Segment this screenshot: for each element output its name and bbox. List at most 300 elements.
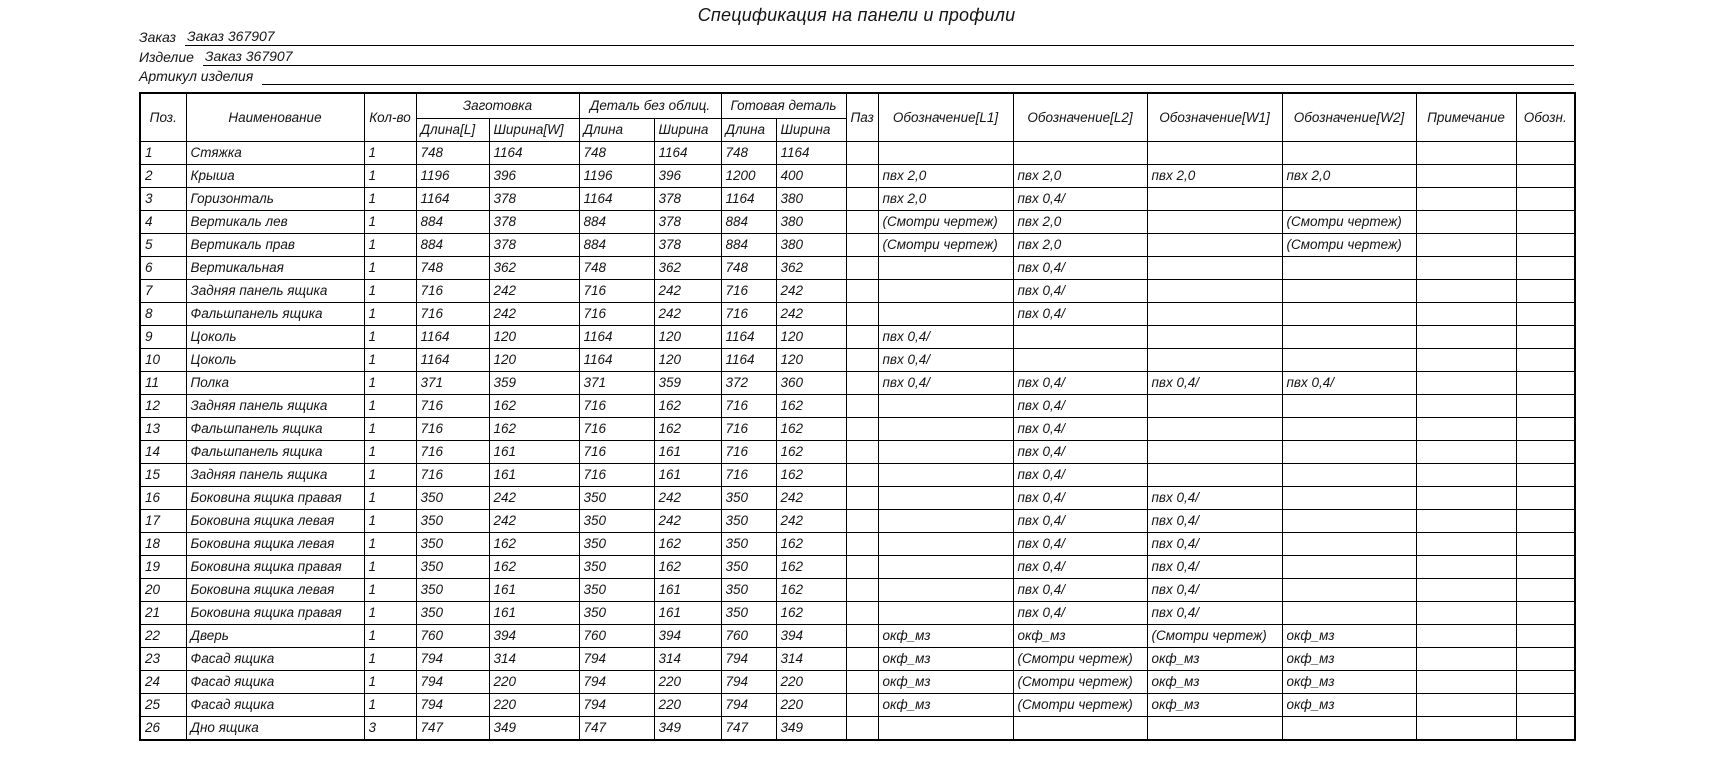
table-cell: 884: [721, 210, 776, 233]
table-cell: пвх 0,4/: [1013, 440, 1147, 463]
col-header-name: Наименование: [186, 93, 364, 141]
table-cell: [1516, 394, 1575, 417]
table-cell: 1: [364, 509, 416, 532]
table-cell: 162: [776, 417, 846, 440]
table-cell: 1164: [416, 187, 489, 210]
table-cell: [846, 394, 878, 417]
table-cell: 884: [579, 210, 654, 233]
table-cell: 1: [364, 394, 416, 417]
table-cell: [1416, 624, 1516, 647]
table-cell: [1282, 716, 1416, 740]
table-cell: окф_мз: [1147, 693, 1282, 716]
table-cell: пвх 0,4/: [1013, 279, 1147, 302]
table-cell: 748: [416, 256, 489, 279]
table-cell: [1516, 486, 1575, 509]
table-cell: [878, 601, 1013, 624]
table-cell: [1516, 233, 1575, 256]
table-cell: 716: [416, 417, 489, 440]
table-cell: пвх 0,4/: [1147, 509, 1282, 532]
table-cell: 378: [489, 233, 579, 256]
table-cell: [878, 555, 1013, 578]
col-header-blank-length: Длина[L]: [416, 118, 489, 141]
table-cell: [846, 417, 878, 440]
table-cell: 378: [654, 233, 721, 256]
table-cell: [1282, 325, 1416, 348]
table-cell: 794: [579, 647, 654, 670]
table-cell: 242: [776, 279, 846, 302]
table-cell: пвх 2,0: [1013, 164, 1147, 187]
col-header-note: Примечание: [1416, 93, 1516, 141]
table-cell: пвх 0,4/: [1013, 486, 1147, 509]
table-cell: 161: [489, 578, 579, 601]
table-cell: [878, 463, 1013, 486]
table-cell: 1: [364, 164, 416, 187]
table-cell: [1416, 371, 1516, 394]
table-cell: пвх 0,4/: [1013, 578, 1147, 601]
table-cell: Цоколь: [186, 325, 364, 348]
table-cell: 1: [364, 532, 416, 555]
table-cell: 220: [489, 693, 579, 716]
table-cell: 161: [489, 440, 579, 463]
table-cell: 1: [364, 233, 416, 256]
table-cell: 350: [416, 509, 489, 532]
table-cell: [1282, 486, 1416, 509]
table-cell: 7: [140, 279, 186, 302]
table-row: [140, 716, 1575, 740]
table-cell: 2: [140, 164, 186, 187]
table-cell: пвх 0,4/: [1147, 532, 1282, 555]
table-cell: (Смотри чертеж): [1147, 624, 1282, 647]
table-cell: [1147, 394, 1282, 417]
table-cell: 350: [721, 486, 776, 509]
table-cell: Боковина ящика левая: [186, 532, 364, 555]
table-cell: 242: [489, 509, 579, 532]
table-cell: 220: [776, 670, 846, 693]
table-cell: 378: [654, 187, 721, 210]
table-cell: Боковина ящика левая: [186, 578, 364, 601]
table-cell: [1282, 440, 1416, 463]
table-cell: [1416, 210, 1516, 233]
table-cell: 1: [364, 555, 416, 578]
table-cell: 716: [416, 463, 489, 486]
table-cell: окф_мз: [1282, 693, 1416, 716]
order-meta-block: [139, 27, 1574, 85]
table-cell: Фасад ящика: [186, 670, 364, 693]
table-cell: (Смотри чертеж): [1013, 647, 1147, 670]
col-header-designation-l1: Обозначение[L1]: [878, 93, 1013, 141]
table-cell: 220: [489, 670, 579, 693]
table-row: [140, 463, 1575, 486]
col-header-designation-l2: Обозначение[L2]: [1013, 93, 1147, 141]
table-cell: 1: [364, 348, 416, 371]
table-cell: 1: [364, 210, 416, 233]
table-cell: 1: [364, 302, 416, 325]
table-cell: 162: [776, 532, 846, 555]
table-row: [140, 279, 1575, 302]
product-label: Изделие: [139, 48, 194, 65]
table-cell: 359: [489, 371, 579, 394]
table-cell: 350: [721, 532, 776, 555]
table-cell: Задняя панель ящика: [186, 279, 364, 302]
table-cell: пвх 0,4/: [1147, 601, 1282, 624]
table-cell: 794: [416, 670, 489, 693]
table-cell: [1516, 440, 1575, 463]
table-cell: 1164: [721, 348, 776, 371]
table-cell: 220: [654, 693, 721, 716]
table-cell: 884: [416, 210, 489, 233]
table-row: [140, 394, 1575, 417]
table-cell: 349: [654, 716, 721, 740]
table-cell: пвх 0,4/: [878, 371, 1013, 394]
table-cell: 1164: [776, 141, 846, 164]
table-cell: 242: [776, 509, 846, 532]
col-header-designation-w2: Обозначение[W2]: [1282, 93, 1416, 141]
table-cell: 242: [654, 486, 721, 509]
table-cell: [878, 532, 1013, 555]
table-cell: 162: [776, 440, 846, 463]
table-cell: 162: [776, 578, 846, 601]
col-group-blank: Заготовка: [416, 93, 579, 118]
table-row: [140, 348, 1575, 371]
table-cell: 350: [416, 601, 489, 624]
table-cell: 350: [416, 555, 489, 578]
table-cell: Фальшпанель ящика: [186, 417, 364, 440]
table-cell: 21: [140, 601, 186, 624]
table-cell: 120: [654, 348, 721, 371]
table-cell: 161: [654, 601, 721, 624]
table-cell: [846, 256, 878, 279]
table-cell: [846, 509, 878, 532]
table-cell: 120: [489, 325, 579, 348]
table-cell: [1516, 371, 1575, 394]
table-cell: [846, 141, 878, 164]
table-row: [140, 532, 1575, 555]
col-group-finished: Готовая деталь: [721, 93, 846, 118]
table-cell: 362: [489, 256, 579, 279]
table-cell: 6: [140, 256, 186, 279]
table-cell: 794: [721, 693, 776, 716]
table-cell: 716: [579, 463, 654, 486]
table-cell: 350: [579, 601, 654, 624]
table-cell: 716: [721, 279, 776, 302]
table-cell: Полка: [186, 371, 364, 394]
table-row: [140, 187, 1575, 210]
table-cell: 161: [654, 463, 721, 486]
table-cell: [1516, 601, 1575, 624]
table-cell: Вертикаль прав: [186, 233, 364, 256]
table-cell: 16: [140, 486, 186, 509]
table-cell: [1516, 325, 1575, 348]
table-cell: пвх 0,4/: [1013, 532, 1147, 555]
table-cell: [1282, 302, 1416, 325]
table-cell: Цоколь: [186, 348, 364, 371]
table-cell: 394: [654, 624, 721, 647]
table-cell: Боковина ящика правая: [186, 601, 364, 624]
table-cell: (Смотри чертеж): [878, 210, 1013, 233]
col-header-groove: Паз: [846, 93, 878, 141]
table-cell: [1416, 164, 1516, 187]
table-cell: [1416, 532, 1516, 555]
table-cell: [846, 670, 878, 693]
table-cell: (Смотри чертеж): [1282, 210, 1416, 233]
table-cell: 161: [654, 578, 721, 601]
page-title: Спецификация на панели и профили: [697, 5, 1016, 25]
table-cell: окф_мз: [878, 647, 1013, 670]
table-cell: [1147, 279, 1282, 302]
table-cell: 1: [364, 371, 416, 394]
table-cell: пвх 0,4/: [878, 325, 1013, 348]
table-cell: Дно ящика: [186, 716, 364, 740]
table-cell: окф_мз: [1147, 647, 1282, 670]
table-cell: 242: [654, 302, 721, 325]
table-cell: окф_мз: [1282, 670, 1416, 693]
table-row: [140, 233, 1575, 256]
table-cell: [846, 440, 878, 463]
table-cell: 350: [416, 532, 489, 555]
table-cell: Дверь: [186, 624, 364, 647]
table-cell: [1147, 302, 1282, 325]
table-cell: 1164: [416, 348, 489, 371]
table-row: [140, 164, 1575, 187]
table-cell: [846, 624, 878, 647]
table-cell: 716: [579, 417, 654, 440]
table-cell: [1147, 716, 1282, 740]
table-cell: 350: [579, 555, 654, 578]
table-cell: 162: [776, 555, 846, 578]
table-cell: 242: [776, 486, 846, 509]
table-cell: 394: [489, 624, 579, 647]
table-cell: 350: [721, 601, 776, 624]
table-cell: 716: [416, 440, 489, 463]
table-cell: 349: [489, 716, 579, 740]
table-cell: [1516, 647, 1575, 670]
table-cell: [1416, 256, 1516, 279]
table-cell: (Смотри чертеж): [1282, 233, 1416, 256]
table-cell: [1516, 555, 1575, 578]
table-cell: 8: [140, 302, 186, 325]
table-cell: [1416, 647, 1516, 670]
table-cell: Вертикальная: [186, 256, 364, 279]
table-cell: 15: [140, 463, 186, 486]
table-cell: 760: [721, 624, 776, 647]
table-row: [140, 440, 1575, 463]
table-cell: [846, 693, 878, 716]
table-cell: 362: [654, 256, 721, 279]
table-cell: 161: [489, 463, 579, 486]
table-cell: 162: [489, 394, 579, 417]
table-cell: 161: [489, 601, 579, 624]
table-row: [140, 210, 1575, 233]
table-cell: пвх 0,4/: [1282, 371, 1416, 394]
table-cell: 162: [654, 555, 721, 578]
table-cell: [1013, 325, 1147, 348]
table-cell: 371: [579, 371, 654, 394]
spec-table: [139, 92, 1576, 741]
table-cell: пвх 2,0: [1013, 210, 1147, 233]
table-cell: [1416, 716, 1516, 740]
table-cell: 220: [654, 670, 721, 693]
table-cell: [1282, 348, 1416, 371]
table-cell: 10: [140, 348, 186, 371]
table-cell: [1516, 210, 1575, 233]
table-cell: Крыша: [186, 164, 364, 187]
table-cell: [846, 164, 878, 187]
table-cell: [1416, 187, 1516, 210]
table-cell: 716: [721, 417, 776, 440]
table-cell: [846, 532, 878, 555]
table-cell: [1416, 325, 1516, 348]
col-header-designation-w1: Обозначение[W1]: [1147, 93, 1282, 141]
table-cell: Боковина ящика правая: [186, 486, 364, 509]
table-cell: (Смотри чертеж): [1013, 693, 1147, 716]
table-cell: [846, 578, 878, 601]
table-cell: 1: [364, 325, 416, 348]
table-cell: 1: [364, 279, 416, 302]
table-cell: 1164: [579, 325, 654, 348]
table-row: [140, 647, 1575, 670]
table-cell: [1147, 187, 1282, 210]
table-cell: [1282, 532, 1416, 555]
table-row: [140, 624, 1575, 647]
table-cell: 220: [776, 693, 846, 716]
table-cell: 716: [721, 440, 776, 463]
table-cell: [1147, 348, 1282, 371]
table-cell: 716: [416, 279, 489, 302]
table-cell: 378: [654, 210, 721, 233]
table-cell: [1516, 463, 1575, 486]
table-cell: Задняя панель ящика: [186, 463, 364, 486]
table-cell: 1: [364, 670, 416, 693]
table-cell: 1: [364, 141, 416, 164]
table-cell: 747: [721, 716, 776, 740]
table-cell: 794: [416, 647, 489, 670]
col-header-finished-length: Длина: [721, 118, 776, 141]
table-cell: 748: [721, 141, 776, 164]
table-cell: [1516, 256, 1575, 279]
table-cell: пвх 2,0: [878, 164, 1013, 187]
table-cell: 396: [489, 164, 579, 187]
table-row: [140, 578, 1575, 601]
table-row: [140, 509, 1575, 532]
table-cell: 162: [489, 417, 579, 440]
table-cell: 1164: [579, 348, 654, 371]
table-cell: [1282, 394, 1416, 417]
table-cell: 12: [140, 394, 186, 417]
table-cell: 716: [721, 302, 776, 325]
table-cell: 1: [364, 187, 416, 210]
table-cell: [1013, 348, 1147, 371]
table-cell: 1164: [579, 187, 654, 210]
spec-table-header: [140, 93, 1575, 141]
table-cell: 162: [654, 532, 721, 555]
table-cell: [878, 394, 1013, 417]
table-cell: 1196: [416, 164, 489, 187]
table-cell: [846, 233, 878, 256]
table-cell: 1: [364, 624, 416, 647]
table-cell: 314: [489, 647, 579, 670]
table-cell: [1282, 279, 1416, 302]
table-cell: 350: [579, 509, 654, 532]
table-cell: пвх 2,0: [1147, 164, 1282, 187]
table-cell: пвх 0,4/: [1013, 394, 1147, 417]
table-cell: (Смотри чертеж): [1013, 670, 1147, 693]
table-cell: 11: [140, 371, 186, 394]
table-cell: 359: [654, 371, 721, 394]
table-cell: 3: [140, 187, 186, 210]
table-cell: пвх 0,4/: [1013, 601, 1147, 624]
table-row: [140, 670, 1575, 693]
table-cell: (Смотри чертеж): [878, 233, 1013, 256]
table-cell: [1147, 141, 1282, 164]
table-cell: 242: [654, 279, 721, 302]
table-cell: 350: [416, 578, 489, 601]
table-cell: [846, 325, 878, 348]
table-cell: пвх 2,0: [878, 187, 1013, 210]
table-cell: 19: [140, 555, 186, 578]
table-cell: [1516, 670, 1575, 693]
order-label: Заказ: [139, 29, 176, 46]
table-cell: [1516, 578, 1575, 601]
table-cell: 716: [416, 394, 489, 417]
table-cell: 716: [721, 463, 776, 486]
table-cell: пвх 0,4/: [1013, 187, 1147, 210]
table-cell: [846, 486, 878, 509]
table-cell: пвх 0,4/: [1147, 578, 1282, 601]
table-cell: [1147, 440, 1282, 463]
table-cell: [846, 647, 878, 670]
table-cell: окф_мз: [1282, 647, 1416, 670]
table-cell: [1282, 417, 1416, 440]
table-cell: 760: [416, 624, 489, 647]
table-row: [140, 371, 1575, 394]
table-cell: пвх 0,4/: [1147, 486, 1282, 509]
table-cell: 1: [364, 647, 416, 670]
table-cell: 1: [364, 463, 416, 486]
table-cell: 372: [721, 371, 776, 394]
table-cell: 884: [579, 233, 654, 256]
table-cell: пвх 0,4/: [1013, 417, 1147, 440]
table-cell: 1164: [489, 141, 579, 164]
table-cell: 1196: [579, 164, 654, 187]
table-cell: окф_мз: [878, 624, 1013, 647]
table-cell: 716: [579, 394, 654, 417]
table-row: [140, 256, 1575, 279]
table-cell: 360: [776, 371, 846, 394]
order-line: [139, 27, 1574, 46]
table-cell: [1416, 486, 1516, 509]
table-cell: 748: [579, 256, 654, 279]
table-cell: 1164: [654, 141, 721, 164]
table-cell: [1282, 555, 1416, 578]
table-cell: [1147, 210, 1282, 233]
table-cell: [1516, 187, 1575, 210]
table-row: [140, 325, 1575, 348]
table-cell: пвх 0,4/: [1013, 256, 1147, 279]
table-cell: 716: [416, 302, 489, 325]
table-row: [140, 693, 1575, 716]
table-cell: [846, 371, 878, 394]
table-cell: 400: [776, 164, 846, 187]
table-cell: 884: [721, 233, 776, 256]
col-header-qty: Кол-во: [364, 93, 416, 141]
table-cell: 26: [140, 716, 186, 740]
col-header-finished-width: Ширина: [776, 118, 846, 141]
table-row: [140, 555, 1575, 578]
table-cell: 1: [364, 256, 416, 279]
table-cell: Фасад ящика: [186, 693, 364, 716]
table-cell: [1416, 463, 1516, 486]
table-cell: [846, 463, 878, 486]
